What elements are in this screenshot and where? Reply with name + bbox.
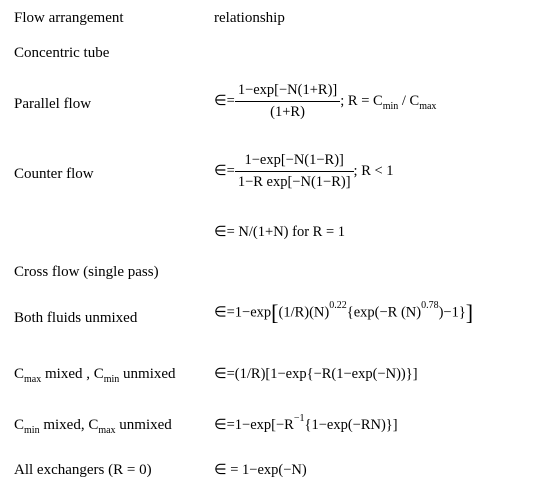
eq-counter-lhs: ∈= — [214, 163, 235, 179]
eq-both-exp1: 0.22 — [329, 300, 347, 312]
cmin-sub-min: min — [24, 425, 40, 436]
eq-both-part2: (1/R)(N) — [278, 304, 330, 321]
eq-both-bracket-open: [ — [271, 300, 279, 325]
cmax-mid: mixed , C — [41, 366, 104, 382]
cmin-mid: mixed, C — [39, 417, 99, 433]
header-relationship: relationship — [214, 10, 285, 26]
equation-counter-r-equals-1: ∈= N/(1+N) for R = 1 — [214, 224, 345, 240]
eq-parallel-denominator: (1+R) — [270, 104, 305, 120]
row-label-parallel-flow: Parallel flow — [14, 96, 92, 112]
row-label-cmin-mixed — [14, 417, 172, 434]
equation-counter-flow — [214, 152, 394, 191]
eq-parallel-cond-text: ; R = C — [340, 93, 383, 109]
equation-parallel-flow — [214, 82, 436, 121]
eq-parallel-numerator: 1−exp[−N(1+R)] — [235, 82, 340, 102]
cmax-post: unmixed — [119, 366, 176, 382]
equation-cmax-mixed: ∈=(1/R)[1−exp{−R(1−exp(−N))}] — [214, 366, 418, 382]
eq-cmin-part2: {1−exp(−RN)}] — [304, 417, 398, 433]
eq-parallel-condition — [340, 93, 437, 112]
eq-both-part4: )−1} — [438, 304, 466, 321]
section-cross-flow: Cross flow (single pass) — [14, 264, 159, 280]
equation-all-exchangers: ∈ = 1−exp(−N) — [214, 462, 307, 478]
equation-cmin-mixed — [214, 413, 398, 434]
eq-both-bracket-close: ] — [465, 300, 474, 325]
row-label-all-exchangers: All exchangers (R = 0) — [14, 462, 152, 478]
eq-parallel-slash: / C — [398, 93, 420, 109]
eq-both-part1: ∈=1−exp — [214, 304, 272, 321]
eq-cmin-exp: −1 — [293, 413, 305, 424]
cmin-pre: C — [14, 417, 25, 433]
row-label-cmax-mixed — [14, 366, 176, 383]
eq-cmin-part1: ∈=1−exp[−R — [214, 417, 294, 433]
cmin-sub-max: max — [98, 425, 116, 436]
eq-counter-numerator: 1−exp[−N(1−R)] — [235, 152, 354, 172]
eq-counter-denominator: 1−R exp[−N(1−R)] — [237, 174, 351, 190]
eq-parallel-fraction — [235, 82, 340, 121]
eq-both-exp2: 0.78 — [421, 300, 439, 312]
cmax-sub-min: min — [103, 374, 120, 385]
cmin-post: unmixed — [115, 417, 172, 433]
row-label-counter-flow: Counter flow — [14, 166, 94, 182]
eq-both-part3: {exp(−R (N) — [346, 304, 422, 321]
eq-parallel-lhs: ∈= — [214, 93, 235, 109]
eq-parallel-sub-max: max — [419, 101, 437, 112]
eq-counter-fraction — [235, 152, 354, 191]
row-label-both-fluids-unmixed: Both fluids unmixed — [14, 310, 138, 326]
equation-both-unmixed — [214, 302, 473, 324]
cmax-sub-max: max — [24, 374, 42, 385]
eq-counter-condition: ; R < 1 — [353, 163, 394, 179]
cmax-pre: C — [14, 366, 25, 382]
section-concentric-tube: Concentric tube — [14, 45, 110, 61]
header-flow-arrangement: Flow arrangement — [14, 10, 124, 26]
eq-parallel-sub-min: min — [382, 101, 399, 112]
